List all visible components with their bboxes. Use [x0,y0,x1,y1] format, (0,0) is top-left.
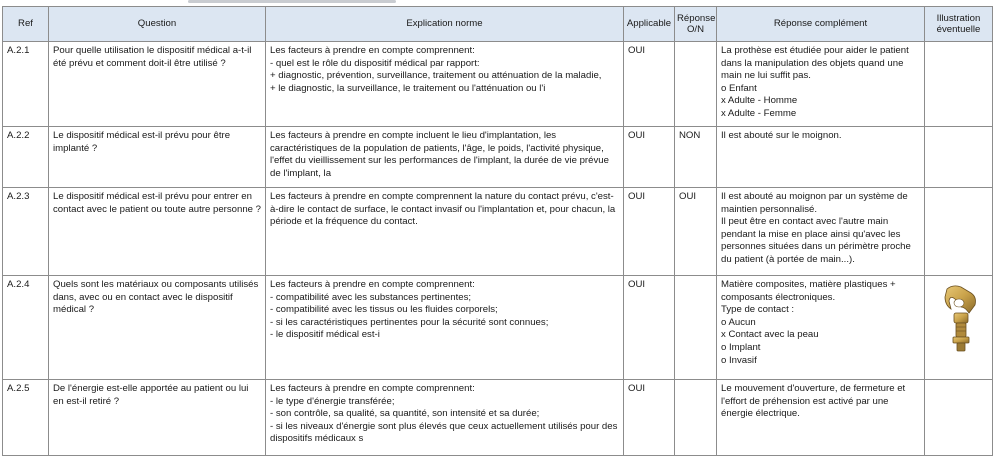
cell-complement[interactable] [717,127,925,188]
prosthetic-hand-image [935,283,983,355]
explication-line: Les facteurs à prendre en compte comprennent: [270,279,475,290]
cell-applicable[interactable]: OUI [624,276,675,380]
complement-line: x Adulte - Femme [721,107,797,119]
header-complement[interactable]: Réponse complément [717,7,925,42]
header-reponse[interactable]: Réponse O/N [675,7,717,42]
cell-ref[interactable]: A.2.5 [3,380,49,456]
cell-ref[interactable]: A.2.3 [3,188,49,276]
header-ref[interactable]: Ref [3,7,49,42]
cell-complement[interactable] [717,276,925,380]
table-header-row [3,7,993,42]
cell-explication[interactable] [266,380,624,456]
cell-applicable[interactable]: OUI [624,188,675,276]
table-row [3,380,993,456]
cell-reponse[interactable] [675,380,717,456]
explication-line: Les facteurs à prendre en compte comprennent: [270,45,475,56]
cell-applicable[interactable]: OUI [624,42,675,127]
explication-line: + diagnostic, prévention, surveillance, traitement ou atténuation de la maladie, [270,70,602,82]
cell-explication[interactable] [266,188,624,276]
header-question[interactable]: Question [49,7,266,42]
cell-complement[interactable] [717,42,925,127]
explication-line: Les facteurs à prendre en compte comprennent: [270,383,475,394]
explication-line: + le diagnostic, la surveillance, le traitement ou l'atténuation ou l'i [270,82,546,94]
table-row [3,127,993,188]
top-scroll-strip [0,0,1000,4]
cell-question[interactable]: Quels sont les matériaux ou composants utilisés dans, avec ou en contact avec le dispositif médical ? [49,276,266,380]
complement-line: x Contact avec la peau [721,329,819,341]
cell-reponse[interactable]: NON [675,127,717,188]
header-applicable[interactable]: Applicable [624,7,675,42]
cell-complement[interactable] [717,380,925,456]
horizontal-scrollbar[interactable] [188,0,396,3]
complement-line: Il est abouté au moignon par un système de maintien personnalisé. [721,191,908,215]
risk-analysis-table [2,6,993,456]
explication-line: - si les caractéristiques pertinentes pour la sécurité sont connues; [270,316,549,328]
cell-explication[interactable] [266,127,624,188]
complement-line: x Adulte - Homme [721,95,798,107]
cell-explication[interactable] [266,42,624,127]
cell-applicable[interactable]: OUI [624,380,675,456]
complement-line: o Invasif [721,354,757,366]
cell-question[interactable]: Le dispositif médical est-il prévu pour être implanté ? [49,127,266,188]
cell-ref[interactable]: A.2.4 [3,276,49,380]
cell-question[interactable]: Le dispositif médical est-il prévu pour entrer en contact avec le patient ou toute autre personne ? [49,188,266,276]
complement-line: Type de contact : [721,304,795,316]
table-row [3,276,993,380]
cell-question[interactable]: De l'énergie est-elle apportée au patient ou lui en est-il retiré ? [49,380,266,456]
complement-line: o Aucun [721,316,756,328]
explication-line: - son contrôle, sa qualité, sa quantité, son intensité et sa durée; [270,408,540,420]
header-explication[interactable]: Explication norme [266,7,624,42]
explication-line: - le dispositif médical est-i [270,329,380,341]
cell-illustration[interactable] [925,42,993,127]
cell-ref[interactable]: A.2.1 [3,42,49,127]
explication-line: - quel est le rôle du dispositif médical par rapport: [270,57,480,69]
table-row [3,188,993,276]
cell-explication[interactable] [266,276,624,380]
explication-line: - le type d'énergie transférée; [270,395,395,407]
explication-line: Les facteurs à prendre en compte incluent le lieu d'implantation, les caractéristiques de la population de patients, l'âge, le poids, l'activité physique, l'effet du vieillissement sur les performances de l'implant, la durée de vie prévue de l'implant, la [270,130,609,179]
cell-question[interactable]: Pour quelle utilisation le dispositif médical a-t-il été prévu et comment doit-il être utilisé ? [49,42,266,127]
cell-reponse[interactable]: OUI [675,188,717,276]
cell-illustration[interactable] [925,127,993,188]
complement-line: Le mouvement d'ouverture, de fermeture et l'effort de préhension est activé par une énergie électrique. [721,383,906,420]
complement-line: La prothèse est étudiée pour aider le patient dans la manipulation des objets quand une main ne lui suffit pas. [721,45,909,82]
complement-line: Il peut être en contact avec l'autre main pendant la mise en place ainsi qu'avec les personnes situées dans un périmètre proche du patient (à portée de main...). [721,216,911,265]
header-illustration[interactable]: Illustration éventuelle [925,7,993,42]
cell-ref[interactable]: A.2.2 [3,127,49,188]
explication-line: - si les niveaux d'énergie sont plus élevés que ceux actuellement utilisés pour des dispositifs médicaux s [270,420,618,445]
cell-reponse[interactable] [675,276,717,380]
complement-line: o Implant [721,341,761,353]
cell-illustration[interactable] [925,188,993,276]
explication-line: - compatibilité avec les tissus ou les fluides corporels; [270,304,498,316]
complement-line: o Enfant [721,82,757,94]
cell-illustration[interactable] [925,276,993,380]
complement-line: Matière composites, matière plastiques + composants électroniques. [721,279,896,303]
explication-line: - compatibilité avec les substances pertinentes; [270,291,472,303]
cell-illustration[interactable] [925,380,993,456]
table-row [3,42,993,127]
explication-line: Les facteurs à prendre en compte comprennent la nature du contact prévu, c'est-à-dire le contact de surface, le contact invasif ou l'implantation et, pour chacun, la période et la fréquence du contact. [270,191,616,228]
complement-line: Il est abouté sur le moignon. [721,130,842,141]
cell-reponse[interactable] [675,42,717,127]
cell-complement[interactable] [717,188,925,276]
cell-applicable[interactable]: OUI [624,127,675,188]
